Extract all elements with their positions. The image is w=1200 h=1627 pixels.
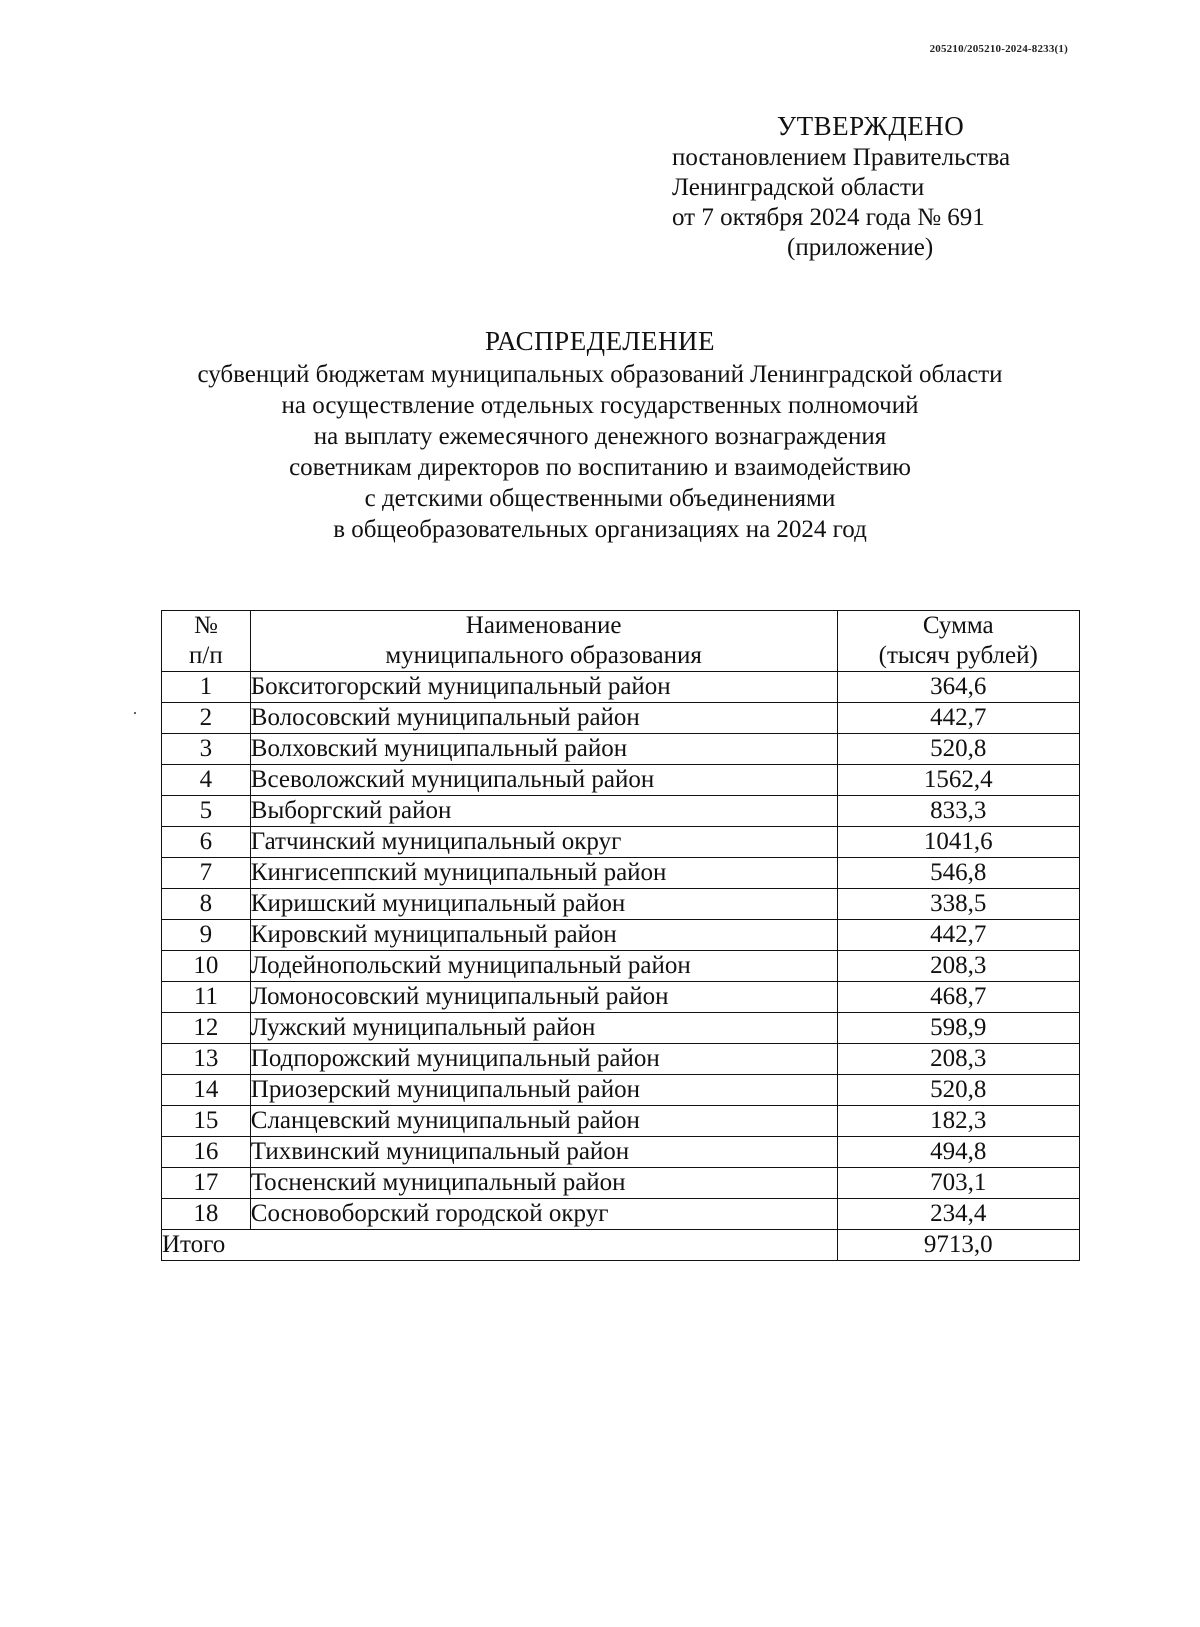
title-line-4: советникам директоров по воспитанию и взаимодействию <box>289 454 911 481</box>
row-sum: 442,7 <box>837 703 1080 734</box>
row-sum: 598,9 <box>837 1013 1080 1044</box>
row-municipality: Тихвинский муниципальный район <box>250 1137 837 1168</box>
header-name <box>250 611 837 672</box>
row-municipality: Лужский муниципальный район <box>250 1013 837 1044</box>
row-municipality: Киришский муниципальный район <box>250 889 837 920</box>
row-municipality: Подпорожский муниципальный район <box>250 1044 837 1075</box>
row-sum: 1562,4 <box>837 765 1080 796</box>
row-sum: 520,8 <box>837 1075 1080 1106</box>
total-label: Итого <box>162 1230 838 1261</box>
row-municipality: Бокситогорский муниципальный район <box>250 672 837 703</box>
row-sum: 442,7 <box>837 920 1080 951</box>
table-row <box>162 982 1080 1013</box>
table-row <box>162 858 1080 889</box>
table-row <box>162 951 1080 982</box>
title-line-1: субвенций бюджетам муниципальных образований Ленинградской области <box>197 361 1003 388</box>
title-line-2: на осуществление отдельных государственных полномочий <box>281 392 919 419</box>
distribution-table <box>161 610 1080 1261</box>
row-sum: 234,4 <box>837 1199 1080 1230</box>
approval-line-3: от 7 октября 2024 года № 691 <box>672 204 985 231</box>
row-number: 9 <box>162 920 251 951</box>
row-municipality: Выборгский район <box>250 796 837 827</box>
row-municipality: Лодейнопольский муниципальный район <box>250 951 837 982</box>
header-sum <box>837 611 1080 672</box>
row-sum: 208,3 <box>837 951 1080 982</box>
row-number: 11 <box>162 982 251 1013</box>
table-row <box>162 1199 1080 1230</box>
row-number: 14 <box>162 1075 251 1106</box>
row-sum: 468,7 <box>837 982 1080 1013</box>
row-municipality: Волховский муниципальный район <box>250 734 837 765</box>
row-sum: 520,8 <box>837 734 1080 765</box>
table-row <box>162 1075 1080 1106</box>
row-sum: 338,5 <box>837 889 1080 920</box>
row-number: 17 <box>162 1168 251 1199</box>
row-number: 5 <box>162 796 251 827</box>
row-municipality: Сосновоборский городской округ <box>250 1199 837 1230</box>
row-number: 6 <box>162 827 251 858</box>
row-sum: 364,6 <box>837 672 1080 703</box>
table-row <box>162 889 1080 920</box>
row-number: 16 <box>162 1137 251 1168</box>
row-number: 15 <box>162 1106 251 1137</box>
row-number: 10 <box>162 951 251 982</box>
total-sum: 9713,0 <box>837 1230 1080 1261</box>
title-heading: РАСПРЕДЕЛЕНИЕ <box>484 326 716 356</box>
row-sum: 494,8 <box>837 1137 1080 1168</box>
approval-annex: (приложение) <box>787 234 934 261</box>
table-row <box>162 672 1080 703</box>
header-number-line-1: № <box>193 612 218 639</box>
row-sum: 1041,6 <box>837 827 1080 858</box>
approval-line-1: постановлением Правительства <box>672 144 1011 171</box>
approval-stamp: УТВЕРЖДЕНО <box>777 111 965 141</box>
header-sum-line-2: (тысяч рублей) <box>878 642 1038 669</box>
row-municipality: Волосовский муниципальный район <box>250 703 837 734</box>
header-sum-line-1: Сумма <box>922 612 994 639</box>
table-header-row <box>162 611 1080 672</box>
row-sum: 833,3 <box>837 796 1080 827</box>
header-number <box>162 611 251 672</box>
row-number: 3 <box>162 734 251 765</box>
row-municipality: Приозерский муниципальный район <box>250 1075 837 1106</box>
table-total-row <box>162 1230 1080 1261</box>
header-name-line-1: Наименование <box>465 612 622 639</box>
table-row <box>162 1137 1080 1168</box>
row-number: 18 <box>162 1199 251 1230</box>
title-line-5: с детскими общественными объединениями <box>364 485 836 512</box>
table-row <box>162 765 1080 796</box>
header-number-line-2: п/п <box>189 642 223 669</box>
row-municipality: Ломоносовский муниципальный район <box>250 982 837 1013</box>
row-sum: 182,3 <box>837 1106 1080 1137</box>
table-row <box>162 1013 1080 1044</box>
table-row <box>162 920 1080 951</box>
row-municipality: Кингисеппский муниципальный район <box>250 858 837 889</box>
table-row <box>162 796 1080 827</box>
row-number: 8 <box>162 889 251 920</box>
row-municipality: Гатчинский муниципальный округ <box>250 827 837 858</box>
row-number: 13 <box>162 1044 251 1075</box>
table-row <box>162 703 1080 734</box>
scan-speck <box>134 712 136 714</box>
document-title <box>120 326 1080 545</box>
row-number: 7 <box>162 858 251 889</box>
row-sum: 703,1 <box>837 1168 1080 1199</box>
row-number: 2 <box>162 703 251 734</box>
table-row <box>162 1106 1080 1137</box>
row-municipality: Всеволожский муниципальный район <box>250 765 837 796</box>
row-sum: 546,8 <box>837 858 1080 889</box>
row-sum: 208,3 <box>837 1044 1080 1075</box>
table-row <box>162 1044 1080 1075</box>
row-municipality: Сланцевский муниципальный район <box>250 1106 837 1137</box>
row-number: 12 <box>162 1013 251 1044</box>
title-line-6: в общеобразовательных организациях на 2024 год <box>333 516 867 543</box>
row-municipality: Тосненский муниципальный район <box>250 1168 837 1199</box>
table-row <box>162 827 1080 858</box>
header-name-line-2: муниципального образования <box>385 642 702 669</box>
approval-block <box>672 111 1092 263</box>
row-number: 1 <box>162 672 251 703</box>
title-line-3: на выплату ежемесячного денежного вознаграждения <box>313 423 887 450</box>
row-number: 4 <box>162 765 251 796</box>
approval-line-2: Ленинградской области <box>672 174 925 201</box>
document-id: 205210/205210-2024-8233(1) <box>929 43 1068 55</box>
row-municipality: Кировский муниципальный район <box>250 920 837 951</box>
table-row <box>162 734 1080 765</box>
table-row <box>162 1168 1080 1199</box>
